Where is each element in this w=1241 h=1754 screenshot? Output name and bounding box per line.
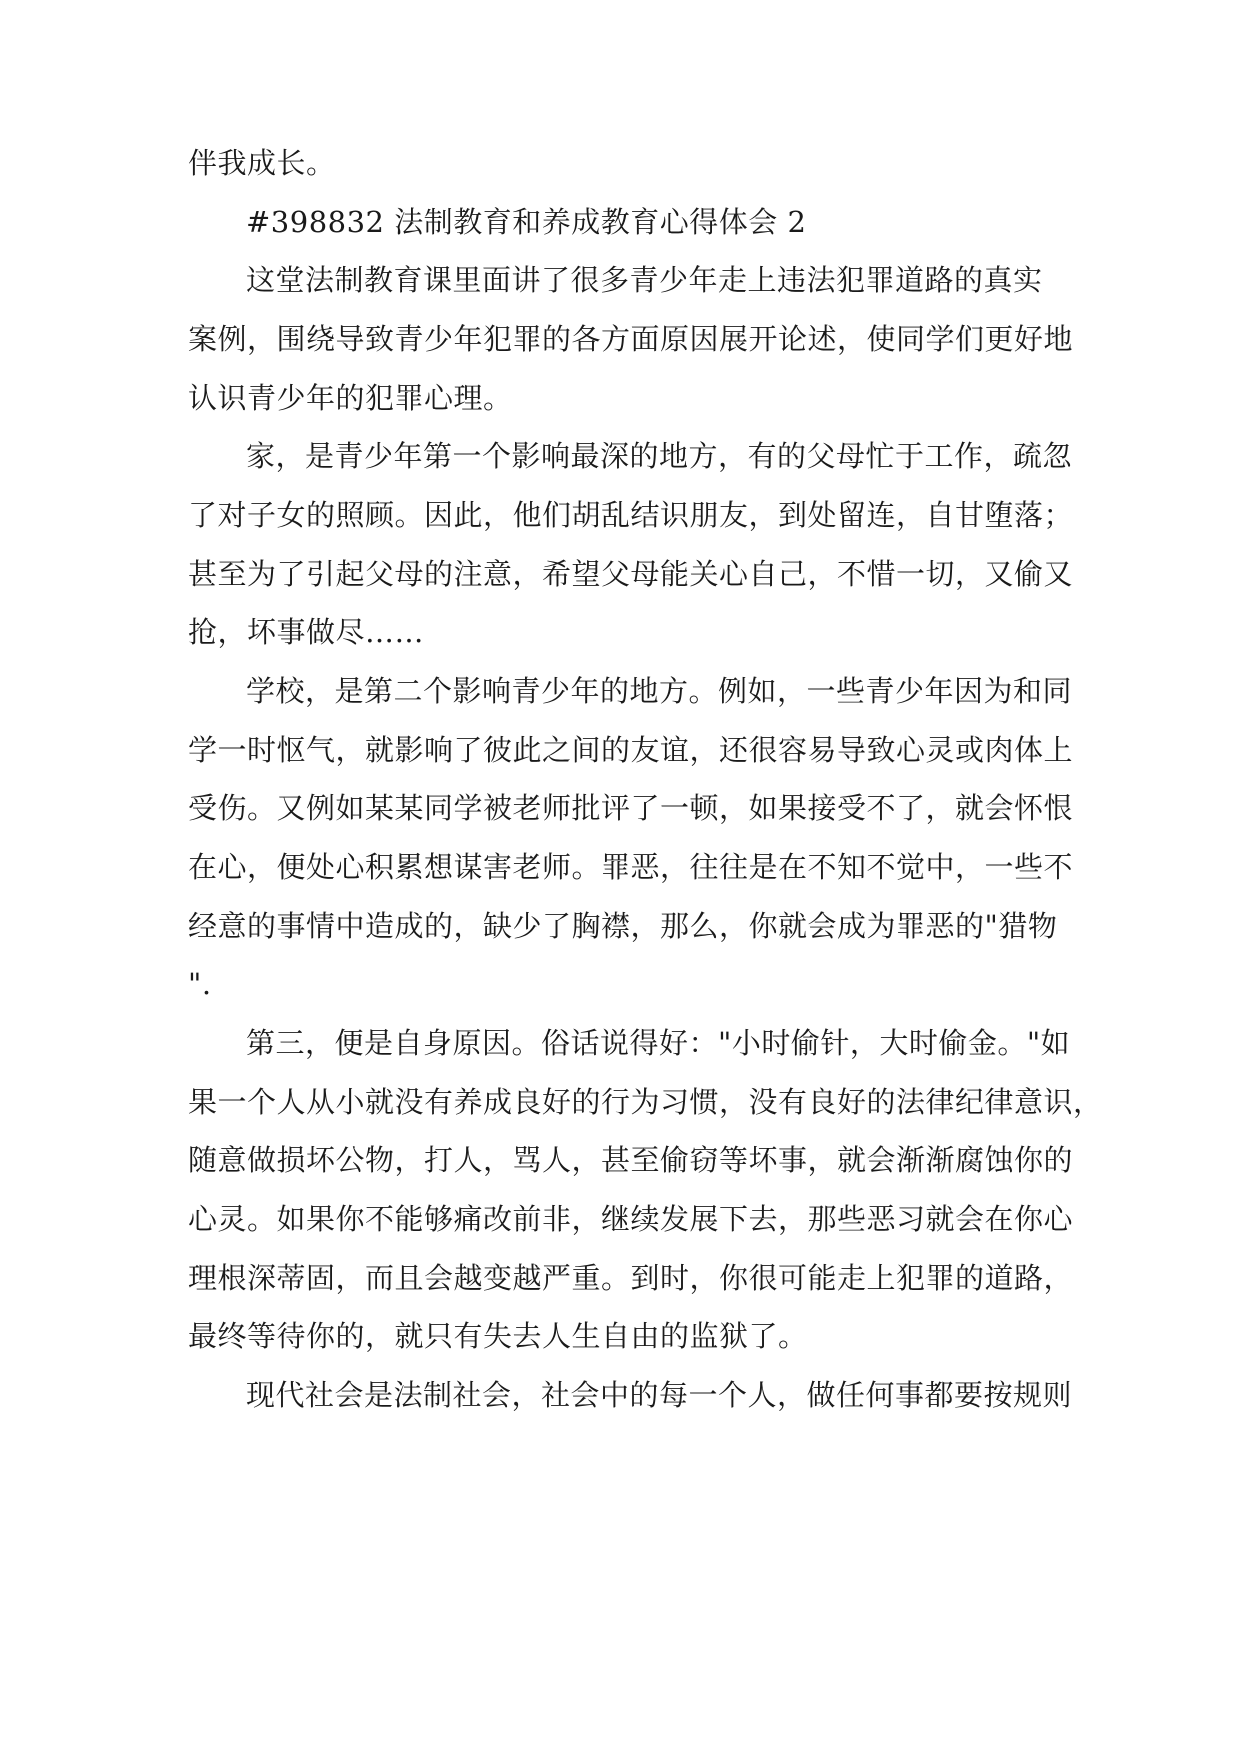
text-line: 第三，便是自身原因。俗话说得好："小时偷针，大时偷金。"如	[246, 1026, 1071, 1060]
text-line: 抢，坏事做尽……	[188, 615, 425, 649]
text-line: 最终等待你的，就只有失去人生自由的监狱了。	[188, 1319, 808, 1353]
text-line: 在心，便处心积累想谋害老师。罪恶，往往是在不知不觉中，一些不	[188, 850, 1074, 884]
text-line: 经意的事情中造成的，缺少了胸襟，那么，你就会成为罪恶的"猎物	[188, 909, 1058, 943]
text-line: 现代社会是法制社会，社会中的每一个人，做任何事都要按规则	[246, 1378, 1073, 1412]
text-line: 家，是青少年第一个影响最深的地方，有的父母忙于工作，疏忽	[246, 439, 1073, 473]
section-heading: #398832 法制教育和养成教育心得体会 2	[246, 205, 807, 239]
text-line: 受伤。又例如某某同学被老师批评了一顿，如果接受不了，就会怀恨	[188, 791, 1074, 825]
text-line: 案例，围绕导致青少年犯罪的各方面原因展开论述，使同学们更好地	[188, 322, 1074, 356]
text-line: 学一时怄气，就影响了彼此之间的友谊，还很容易导致心灵或肉体上	[188, 733, 1074, 767]
text-line: 甚至为了引起父母的注意，希望父母能关心自己，不惜一切，又偷又	[188, 557, 1074, 591]
text-line: 这堂法制教育课里面讲了很多青少年走上违法犯罪道路的真实	[246, 263, 1043, 297]
text-line: 了对子女的照顾。因此，他们胡乱结识朋友，到处留连，自甘堕落；	[188, 498, 1074, 532]
text-line: 理根深蒂固，而且会越变越严重。到时，你很可能走上犯罪的道路，	[188, 1261, 1074, 1295]
text-line: 心灵。如果你不能够痛改前非，继续发展下去，那些恶习就会在你心	[188, 1202, 1074, 1236]
text-line: 随意做损坏公物，打人，骂人，甚至偷窃等坏事，就会渐渐腐蚀你的	[188, 1143, 1074, 1177]
text-line: ".	[188, 967, 212, 1001]
text-line: 果一个人从小就没有养成良好的行为习惯，没有良好的法律纪律意识，	[188, 1085, 1103, 1119]
text-line: 伴我成长。	[188, 146, 336, 180]
text-line: 学校，是第二个影响青少年的地方。例如，一些青少年因为和同	[246, 674, 1073, 708]
text-line: 认识青少年的犯罪心理。	[188, 381, 513, 415]
